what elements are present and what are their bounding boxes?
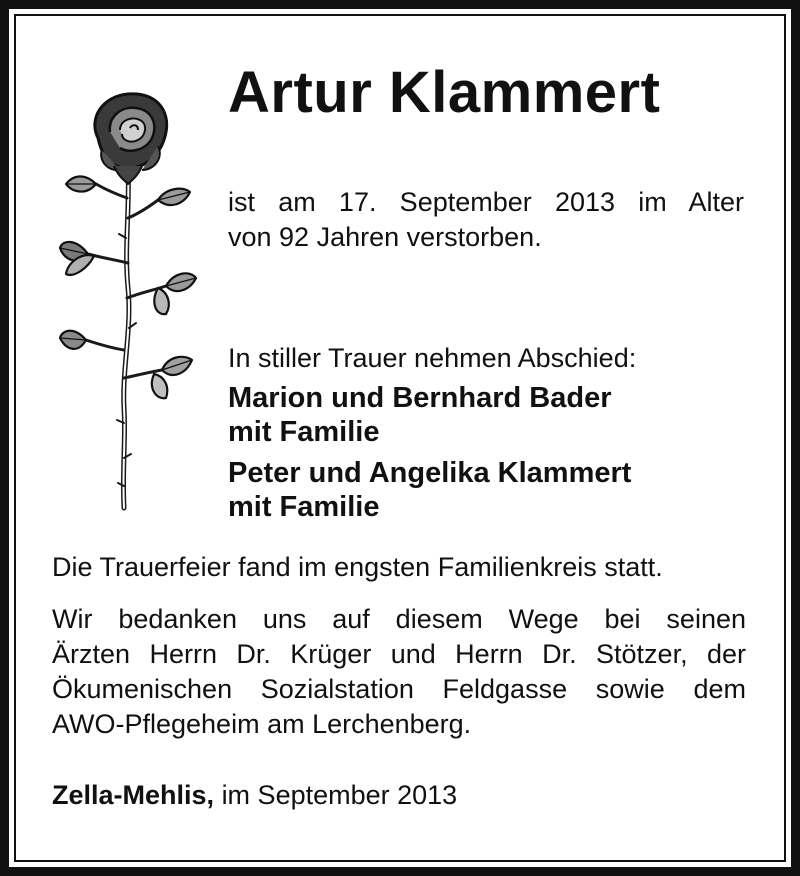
- thanks-line: Wir bedanken uns auf diesem Wege bei seinen: [52, 604, 746, 634]
- rose-icon: [58, 88, 198, 518]
- family-group-1: [228, 381, 612, 449]
- death-notice-line-2: von 92 Jahren verstorben.: [228, 222, 542, 252]
- family-suffix: mit Familie: [228, 491, 380, 523]
- date: im September 2013: [221, 780, 458, 810]
- place-date: [52, 779, 457, 811]
- family-suffix: mit Familie: [228, 416, 380, 448]
- deceased-name: Artur Klammert: [228, 60, 661, 125]
- thanks-line: AWO-Pflegeheim am Lerchenberg.: [52, 709, 472, 739]
- family-group-2: [228, 456, 631, 524]
- thanks-line: Ärzten Herrn Dr. Krüger und Herrn Dr. Stötzer, der: [52, 639, 746, 669]
- thanks-paragraph: [52, 602, 746, 742]
- mourning-intro: In stiller Trauer nehmen Abschied:: [228, 343, 637, 373]
- funeral-note: Die Trauerfeier fand im engsten Familienkreis statt.: [52, 552, 663, 582]
- death-notice-line-1: ist am 17. September 2013 im Alter: [228, 187, 744, 217]
- family-name: Peter und Angelika Klammert: [228, 457, 632, 489]
- thanks-line: Ökumenischen Sozialstation Feldgasse sowie dem: [52, 674, 746, 704]
- place: Zella-Mehlis,: [52, 780, 215, 810]
- family-name: Marion und Bernhard Bader: [228, 382, 612, 414]
